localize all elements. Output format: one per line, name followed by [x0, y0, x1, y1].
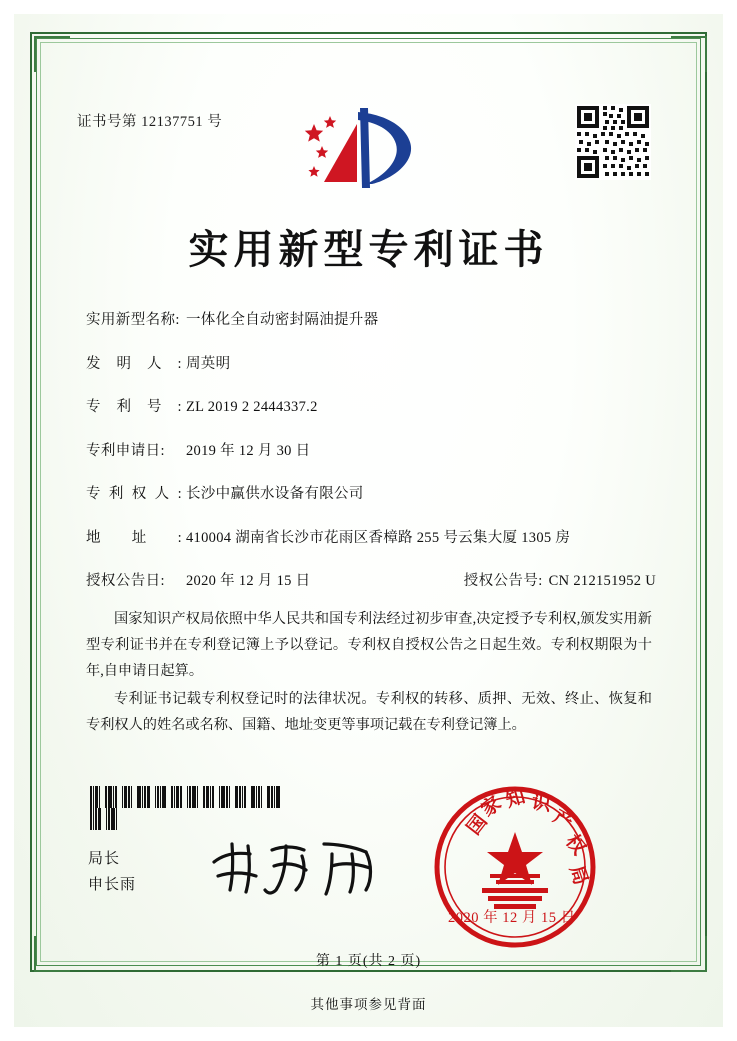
field-label-grant-date: 授权公告日:: [86, 573, 165, 589]
field-row-name: [86, 308, 656, 329]
svg-text:识: 识: [530, 791, 553, 816]
cnipa-emblem-icon: [300, 104, 430, 192]
field-row-inventor: [86, 352, 656, 373]
field-value-name: 一体化全自动密封隔油提升器: [186, 312, 379, 328]
barcode: [90, 786, 282, 808]
seal-date: 2020 年 12 月 15 日: [448, 910, 576, 926]
legal-text: [86, 606, 652, 740]
field-value-application-date: 2019 年 12 月 30 日: [186, 442, 311, 459]
field-value-patentee: 长沙中赢供水设备有限公司: [186, 486, 364, 502]
handwritten-signature: [206, 832, 386, 902]
grant-number-group: [464, 569, 656, 590]
field-label-address: 地址:: [86, 529, 182, 546]
svg-text:产: 产: [549, 805, 577, 834]
field-label-application-date: 专利申请日:: [86, 442, 165, 459]
svg-text:局: 局: [565, 862, 593, 888]
field-value-inventor: 周英明: [186, 355, 231, 372]
field-list: [86, 308, 656, 613]
page-indicator: 第 1 页(共 2 页): [315, 954, 422, 969]
field-value-grant-date: 2020 年 12 月 15 日: [186, 573, 311, 589]
field-label-grant-number: 授权公告号:: [463, 573, 543, 589]
legal-paragraph-1: 国家知识产权局依照中华人民共和国专利法经过初步审查,决定授予专利权,颁发实用新型专利证书并在专利登记簿上予以登记。专利权自授权公告之日起生效。专利权期限为十年,自申请日起算。: [86, 611, 652, 679]
field-row-grant: [86, 569, 656, 590]
field-row-patent-number: [86, 395, 656, 416]
director-name-label: 申长雨: [88, 877, 137, 893]
field-label-patent-number: 专利号:: [86, 399, 182, 415]
field-value-patent-number: ZL 2019 2 2444337.2: [186, 399, 318, 415]
field-row-application-date: [86, 439, 656, 460]
qr-code: [575, 104, 651, 180]
page-title: 实用新型专利证书: [188, 226, 549, 273]
director-role-label: 局长: [88, 851, 121, 867]
field-value-grant-number: CN 212151952 U: [548, 573, 656, 589]
field-label-inventor: 发明人:: [86, 355, 182, 372]
field-row-address: [86, 526, 656, 547]
field-value-address: 410004 湖南省长沙市花雨区香樟路 255 号云集大厦 1305 房: [186, 529, 571, 546]
svg-text:知: 知: [503, 785, 528, 812]
signature-block: [88, 846, 136, 898]
corner-ornament-top-right: [671, 36, 707, 72]
legal-paragraph-2: 专利证书记载专利权登记时的法律状况。专利权的转移、质押、无效、终止、恢复和专利权人的姓名或名称、国籍、地址变更等事项记载在专利登记簿上。: [86, 691, 652, 733]
svg-text:国: 国: [462, 810, 492, 840]
field-label-patentee: 专利权人:: [86, 486, 182, 502]
svg-text:权: 权: [561, 830, 591, 860]
corner-ornament-top-left: [34, 36, 70, 72]
field-row-patentee: [86, 482, 656, 503]
field-label-name: 实用新型名称:: [86, 312, 180, 328]
svg-text:家: 家: [477, 792, 506, 822]
certificate-number: 证书号第 12137751 号: [77, 114, 223, 130]
footnote: 其他事项参见背面: [310, 997, 427, 1012]
